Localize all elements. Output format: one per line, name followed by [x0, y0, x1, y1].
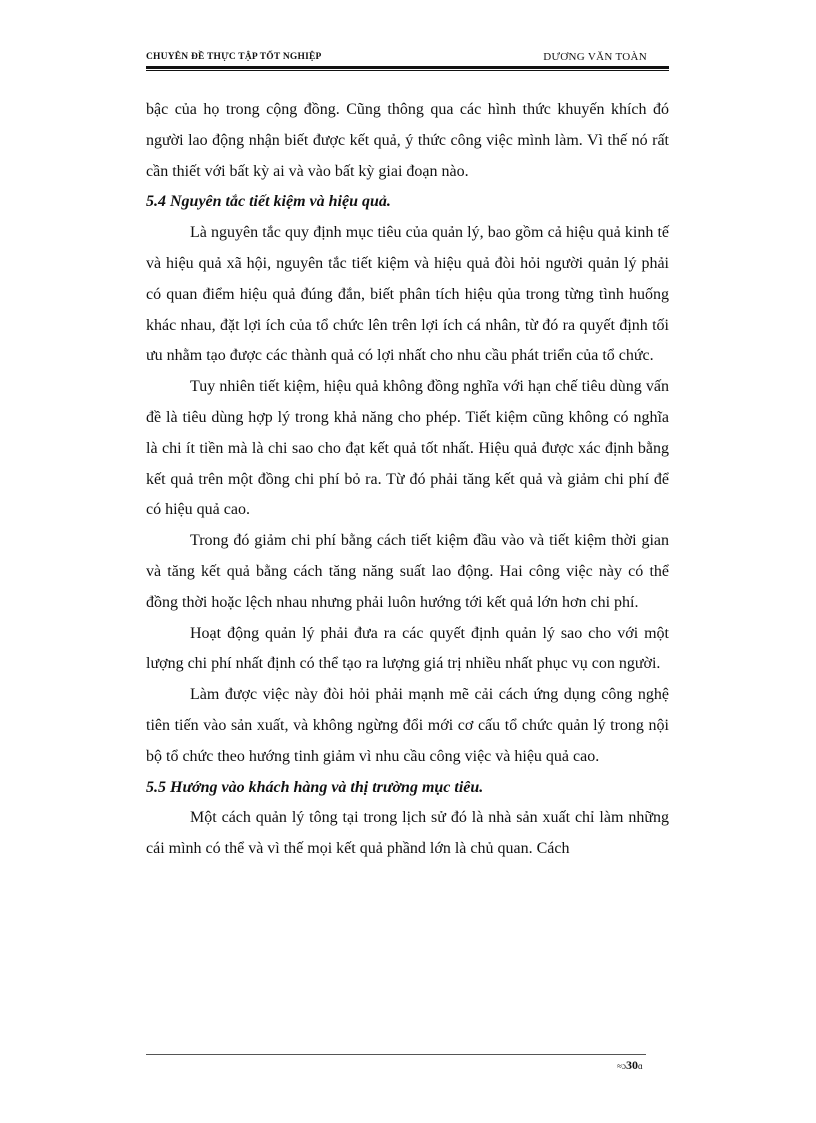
header-author-name: DƯƠNG VĂN TOÀN — [543, 51, 647, 63]
page-number — [617, 1058, 643, 1073]
ornament-right-icon: ɑ — [637, 1060, 643, 1071]
header-rule-thin — [146, 70, 669, 71]
paragraph: Hoạt động quản lý phải đưa ra các quyết định quản lý sao cho với một lượng chi phí nhất định có thể tạo ra lượng giá trị nhiều nhất phục vụ con người. — [146, 624, 669, 673]
paragraph: Là nguyên tắc quy định mục tiêu của quản lý, bao gồm cả hiệu quả kinh tế và hiệu quả xã hội, nguyên tắc tiết kiệm và hiệu quả đòi hỏi người quản lý phải có quan điểm hiệu quả đúng đắn, biết phân tích hiệu qủa trong từng tình huống khác nhau, đặt lợi ích của tổ chức lên trên lợi ích cá nhân, từ đó ra quyết định tối ưu nhằm tạo được các thành quả có lợi nhất cho nhu cầu phát triển của tổ chức. — [146, 224, 669, 365]
page-body — [146, 95, 669, 865]
paragraph: Một cách quản lý tông tại trong lịch sử đó là nhà sản xuất chỉ làm những cái mình có thể và vì thế mọi kết quả phầnd lớn là chủ quan. Cách — [146, 809, 669, 858]
page-number-value: 30 — [625, 1058, 638, 1072]
ornament-left-icon: ≈ɔ — [617, 1060, 626, 1071]
header-document-type: CHUYÊN ĐỀ THỰC TẬP TỐT NGHIỆP — [146, 52, 322, 62]
section-heading-5-5: 5.5 Hướng vào khách hàng và thị trường mục tiêu. — [146, 778, 484, 796]
footer-rule — [146, 1054, 646, 1055]
paragraph: Trong đó giảm chi phí bằng cách tiết kiệm đầu vào và tiết kiệm thời gian và tăng kết quả bằng cách tăng năng suất lao động. Hai công việc này có thể đồng thời hoặc lệch nhau nhưng phải luôn hướng tới kết quả lớn hơn chi phí. — [146, 532, 669, 611]
paragraph: Làm được việc này đòi hỏi phải mạnh mẽ cải cách ứng dụng công nghệ tiên tiến vào sản xuất, và không ngừng đổi mới cơ cấu tổ chức quản lý trong nội bộ tổ chức theo hướng tinh giảm vì nhu cầu công việc và hiệu quả cao. — [146, 686, 669, 765]
section-heading-5-4: 5.4 Nguyên tắc tiết kiệm và hiệu quả. — [146, 193, 391, 211]
header-rule-thick — [146, 66, 669, 69]
paragraph: Tuy nhiên tiết kiệm, hiệu quả không đồng nghĩa với hạn chế tiêu dùng vấn đề là tiêu dùng hợp lý trong khả năng cho phép. Tiết kiệm cũng không có nghĩa là chi ít tiền mà là chi sao cho đạt kết quả tốt nhất. Hiệu quả được xác định bằng kết quả trên một đồng chi phí bỏ ra. Từ đó phải tăng kết quả và giảm chi phí để có hiệu quả cao. — [146, 378, 669, 519]
paragraph-continuation: bậc của họ trong cộng đồng. Cũng thông qua các hình thức khuyến khích đó người lao động nhận biết được kết quả, ý thức công việc mình làm. Vì thế nó rất cần thiết với bất kỳ ai và vào bất kỳ giai đoạn nào. — [146, 101, 669, 180]
